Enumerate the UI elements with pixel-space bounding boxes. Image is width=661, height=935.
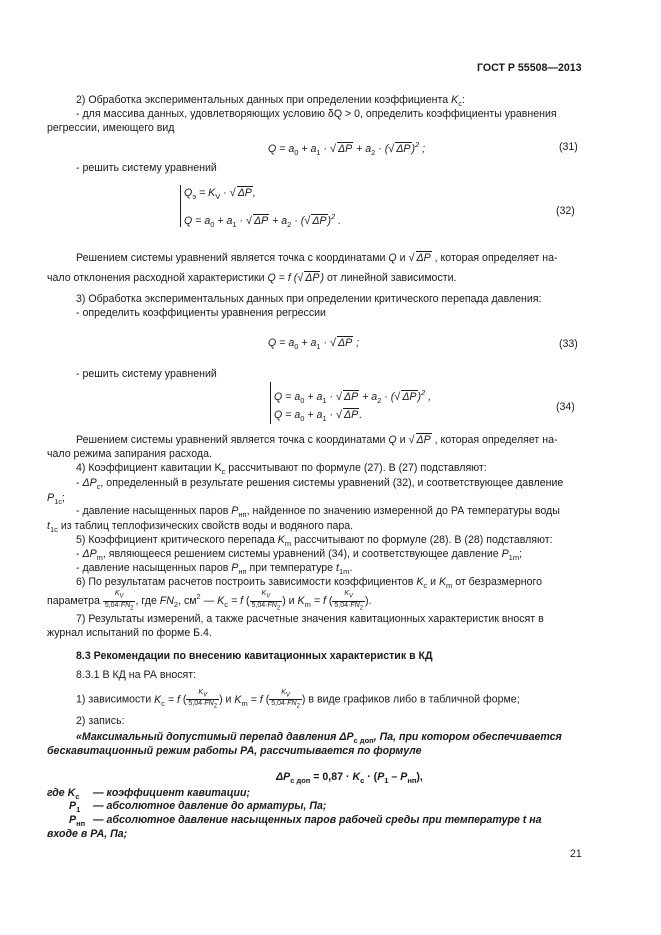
section-8-3-1: 8.3.1 В КД на РА вносят: <box>76 669 197 681</box>
main-formula: $\Delta P_{с доп} = 0,87 \cdot K_с \cdot (P_1 - P_{нп})$, <box>276 771 423 785</box>
p2-item1-line: - для массива данных, удовлетворяющих условию δQ > 0, определить коэффициенты уравнения <box>76 108 557 120</box>
equation-34-line2: $Q = a_0 + a_1$ · √ ΔP. <box>274 409 363 423</box>
p7-text-d: - давление насыщенных паров <box>76 562 232 574</box>
p7-line2: - $\Delta P_m$, являющееся решением системы уравнений (34), и соответствующее давление $P_{1m}$; <box>76 548 523 562</box>
p5-line1: Решением системы уравнений является точка с координатами Q и √ ΔP , которая определяет на- <box>76 434 558 446</box>
p8-text-d: параметра <box>47 595 103 607</box>
equation-31-number: (31) <box>559 141 578 153</box>
equation-31: $Q = a_0 + a_1$ · √ $\Delta P + a_2$ · (√ ΔP)$^2$ ; <box>268 140 426 157</box>
p9-line2: журнал испытаний по форме Б.4. <box>47 627 212 639</box>
p6-line2: - $\Delta P_с$, определенный в результате решения системы уравнений (32), и соответствующее давление <box>76 477 564 491</box>
p6-text-e: - давление насыщенных паров <box>76 505 232 517</box>
p8-text-c: от безразмерного <box>452 576 542 588</box>
item1-line: 1) зависимости $K_c = f$ ( $\frac{K_V}{5,04\cdot FN_2}$ ) и $K_m = f$ ( $\frac{K_V}{5,04\cdot FN_2}$ ) в виде графиков либо в табличной форме; <box>76 689 520 710</box>
def-pnp-text2: входе в РА, Па; <box>47 828 128 840</box>
p5-line2: чало режима запирания расхода. <box>47 448 212 460</box>
p6-text-g: из таблиц теплофизических свойств воды и водяного пара. <box>57 520 354 532</box>
p7-text-b: рассчитывают по формуле (28). В (28) подставляют: <box>291 534 553 546</box>
item1-text-c: в виде графиков либо в табличной форме; <box>305 693 520 706</box>
p3-line1: Решением системы уравнений является точка с координатами Q и √ ΔP , которая определяет на- <box>76 252 558 264</box>
p8-text-e: , где <box>135 595 160 607</box>
p6-text-d: ; <box>62 492 65 504</box>
quote-text-a: «Максимальный допустимый перепад давления Δ <box>76 731 347 743</box>
def-kc-symbol: где $K_с$ <box>47 787 80 801</box>
p4-item2: - решить систему уравнений <box>76 368 217 380</box>
equation-32-line2: $Q = a_0 + a_1$ · √ $\Delta P + a_2$ · (√ ΔP)$^2$ . <box>184 212 342 229</box>
equation-34-brace <box>270 382 271 424</box>
where-kc-text: где K <box>47 787 76 799</box>
section-8-3-heading: 8.3 Рекомендации по внесению кавитационных характеристик в КД <box>76 650 433 662</box>
def-pnp-symbol: $P_{нп}$ <box>69 814 86 828</box>
p6-text-b: рассчитывают по формуле (27). В (27) подставляют: <box>225 462 487 474</box>
equation-33: $Q = a_0 + a_1$ · √ ΔP ; <box>268 337 360 351</box>
p5-text-a: Решением системы уравнений является точка с координатами <box>76 434 389 446</box>
p7-line1: 5) Коэффициент критического перепада $K_m$ рассчитывают по формуле (28). В (28) подставляют: <box>76 534 553 548</box>
p7-text-e: при температуре <box>246 562 336 574</box>
p6-text-c: , определенный в результате решения системы уравнений (32), и соответствующее давление <box>100 477 564 489</box>
p6-line5: $t_{1с}$ из таблиц теплофизических свойств воды и водяного пара. <box>47 520 354 534</box>
colon: : <box>461 94 465 106</box>
equation-32-line1: $Q_э = K_V$ · √ ΔP, <box>184 187 256 201</box>
equation-32-number: (32) <box>556 205 575 217</box>
p3-line2: чало отклонения расходной характеристики Q = f (√ ΔP) от линейной зависимости. <box>47 272 457 284</box>
def-p1-text: — абсолютное давление до арматуры, Па; <box>93 800 327 812</box>
p8-line1: 6) По результатам расчетов построить зависимости коэффициентов $K_c$ и $K_m$ от безразмерного <box>76 576 542 590</box>
p3-text-b: , которая определяет на- <box>434 252 558 264</box>
p3-text-c: чало отклонения расходной характеристики <box>47 272 268 284</box>
item1-text-a: 1) зависимости <box>76 693 155 706</box>
equation-34-number: (34) <box>556 401 575 413</box>
p6-line3: $P_{1с}$; <box>47 492 65 506</box>
equation-33-number: (33) <box>559 338 578 350</box>
p7-line3: - давление насыщенных паров $P_{нп}$ при температуре $t_{1m}$. <box>76 562 353 576</box>
p2-title-text: 2) Обработка экспериментальных данных при определении коэффициента <box>76 94 452 106</box>
p5-text-b: , которая определяет на- <box>434 434 558 446</box>
p6-text-a: 4) Коэффициент кавитации K <box>76 462 222 474</box>
p8-text-f: , см <box>178 595 197 607</box>
kc-sub: c <box>458 99 462 108</box>
quote-line1: «Максимальный допустимый перепад давления $\Delta P_{с доп}$, Па, при котором обеспечивается <box>76 731 562 745</box>
p4-title: 3) Обработка экспериментальных данных при определении критического перепада давления: <box>76 293 542 305</box>
p2-item1-cont: регрессии, имеющего вид <box>47 122 175 134</box>
p4-item1: - определить коэффициенты уравнения регрессии <box>76 307 326 319</box>
p6-text-f: , найденное по значению измеренной до РА температуры воды <box>246 505 560 517</box>
p7-text-a: 5) Коэффициент критического перепада <box>76 534 278 546</box>
p9-line1: 7) Результаты измерений, а также расчетные значения кавитационных характеристик вносят в <box>76 613 544 625</box>
def-p1-symbol: $P_1$ <box>69 800 81 814</box>
p6-line1: 4) Коэффициент кавитации $K_с$ рассчитывают по формуле (27). В (27) подставляют: <box>76 462 487 476</box>
p7-text-c: , являющееся решением системы уравнений (34), и соответствующее давление <box>102 548 502 560</box>
p8-text-b: и <box>427 576 439 588</box>
formula-lhs: ΔP <box>276 771 291 783</box>
document-header: ГОСТ Р 55508—2013 <box>477 62 582 74</box>
quote-line2: бескавитационный режим работы РА, рассчитывается по формуле <box>47 745 422 757</box>
kc-symbol: K <box>451 94 459 106</box>
equation-34-line1: $Q = a_0 + a_1$ · √ $\Delta P + a_2$ · (√ ΔP)$^2$ , <box>274 388 432 405</box>
def-kc-text: — коэффициент кавитации; <box>93 787 251 799</box>
p3-text-d: от линейной зависимости. <box>324 272 457 284</box>
p8-line2: параметра $\frac{K_V}{5,04\cdot FN_2}$ , где $FN_2$, $см^2$ — $K_c = f$ ( $\frac{K_V}{5,04\cdot FN_2}$ ) и $K_m = f$ ( $\frac{K_V}{5,04\cdot FN_2}$ ). <box>47 590 372 612</box>
p2-item2-line: - решить систему уравнений <box>76 162 217 174</box>
def-pnp-text: — абсолютное давление насыщенных паров рабочей среды при температуре t на <box>93 814 542 826</box>
p6-line4: - давление насыщенных паров $P_{нп}$, найденное по значению измеренной до РА температуры воды <box>76 505 560 519</box>
p8-text-a: 6) По результатам расчетов построить зависимости коэффициентов <box>76 576 417 588</box>
p3-text-a: Решением системы уравнений является точка с координатами <box>76 252 389 264</box>
item1-text-b: и <box>222 693 235 706</box>
quote-text-b: , Па, при котором обеспечивается <box>373 731 562 743</box>
page-number: 21 <box>570 848 582 860</box>
item2-line: 2) запись: <box>76 715 125 727</box>
p8-text-g: — <box>200 595 218 607</box>
equation-32-brace <box>180 185 181 227</box>
